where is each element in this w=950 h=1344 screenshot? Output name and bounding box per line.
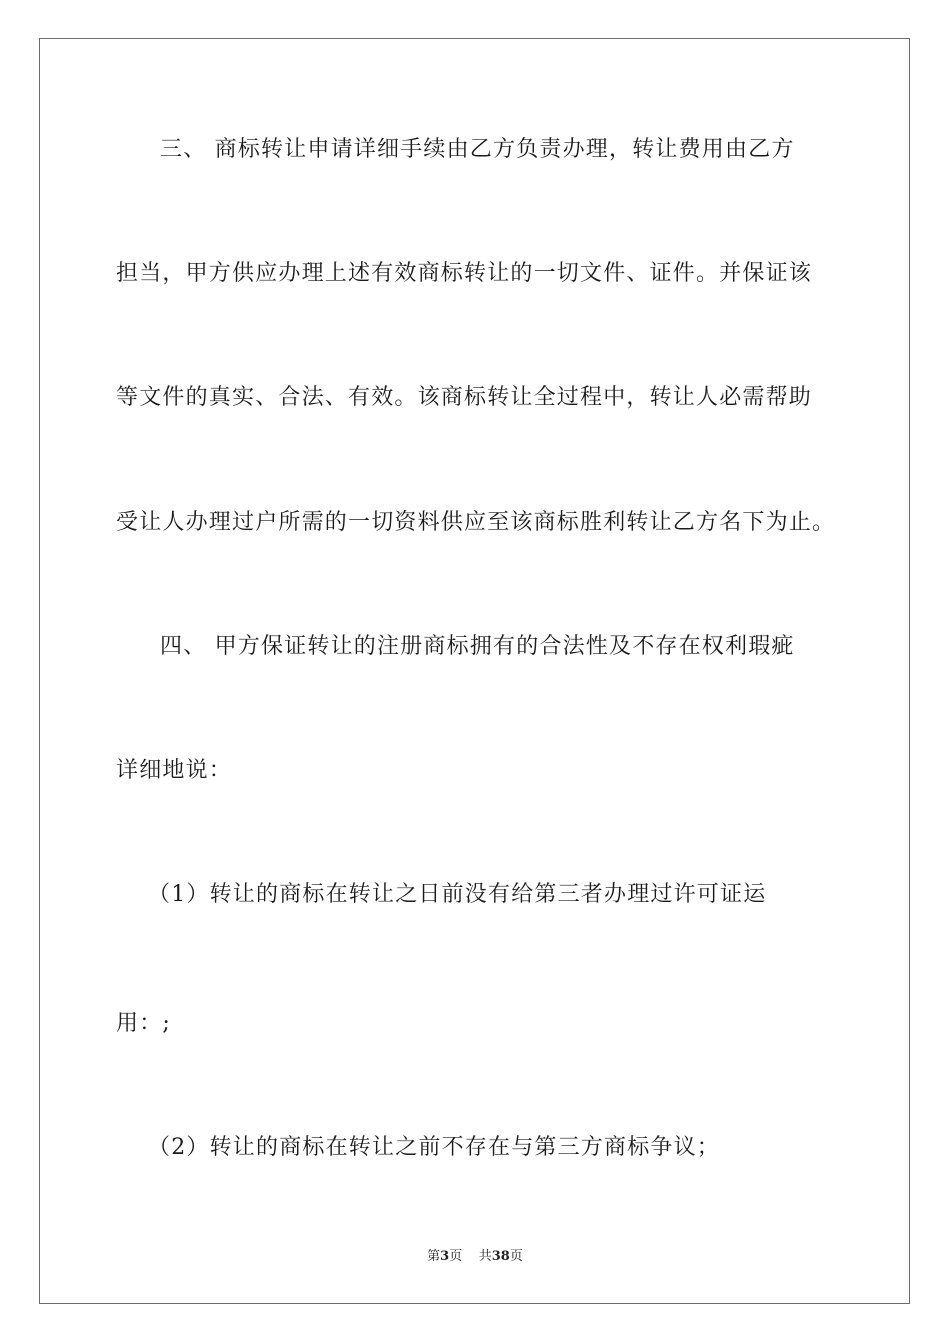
paragraph-4-line-2: 详细地说： <box>116 758 233 783</box>
footer-total-pages: 38 <box>491 1249 510 1264</box>
paragraph-3-line-3: 等文件的真实、合法、有效。该商标转让全过程中，转让人必需帮助 <box>116 385 813 410</box>
paragraph-3-line-1: 三、 商标转让申请详细手续由乙方负责办理，转让费用由乙方 <box>160 137 795 162</box>
footer-page-suffix: 页 <box>449 1249 463 1264</box>
paragraph-3-line-4: 受让人办理过户所需的一切资料供应至该商标胜利转让乙方名下为止。 <box>116 510 836 535</box>
item-1-line-2: 用：; <box>116 1011 172 1036</box>
page-border <box>39 38 910 1304</box>
footer-total-prefix: 共 <box>478 1249 492 1264</box>
footer-total-suffix: 页 <box>509 1249 523 1264</box>
item-2-line-1: （2）转让的商标在转让之前不存在与第三方商标争议； <box>148 1135 720 1160</box>
paragraph-3-line-2: 担当，甲方供应办理上述有效商标转让的一切文件、证件。并保证该 <box>116 261 813 286</box>
footer-page-number: 3 <box>440 1249 450 1264</box>
page-footer <box>0 1248 950 1266</box>
item-1-line-1: （1）转让的商标在转让之日前没有给第三者办理过许可证运 <box>148 882 767 907</box>
paragraph-4-line-1: 四、 甲方保证转让的注册商标拥有的合法性及不存在权利瑕疵 <box>160 634 795 659</box>
footer-page-prefix: 第 <box>427 1249 441 1264</box>
